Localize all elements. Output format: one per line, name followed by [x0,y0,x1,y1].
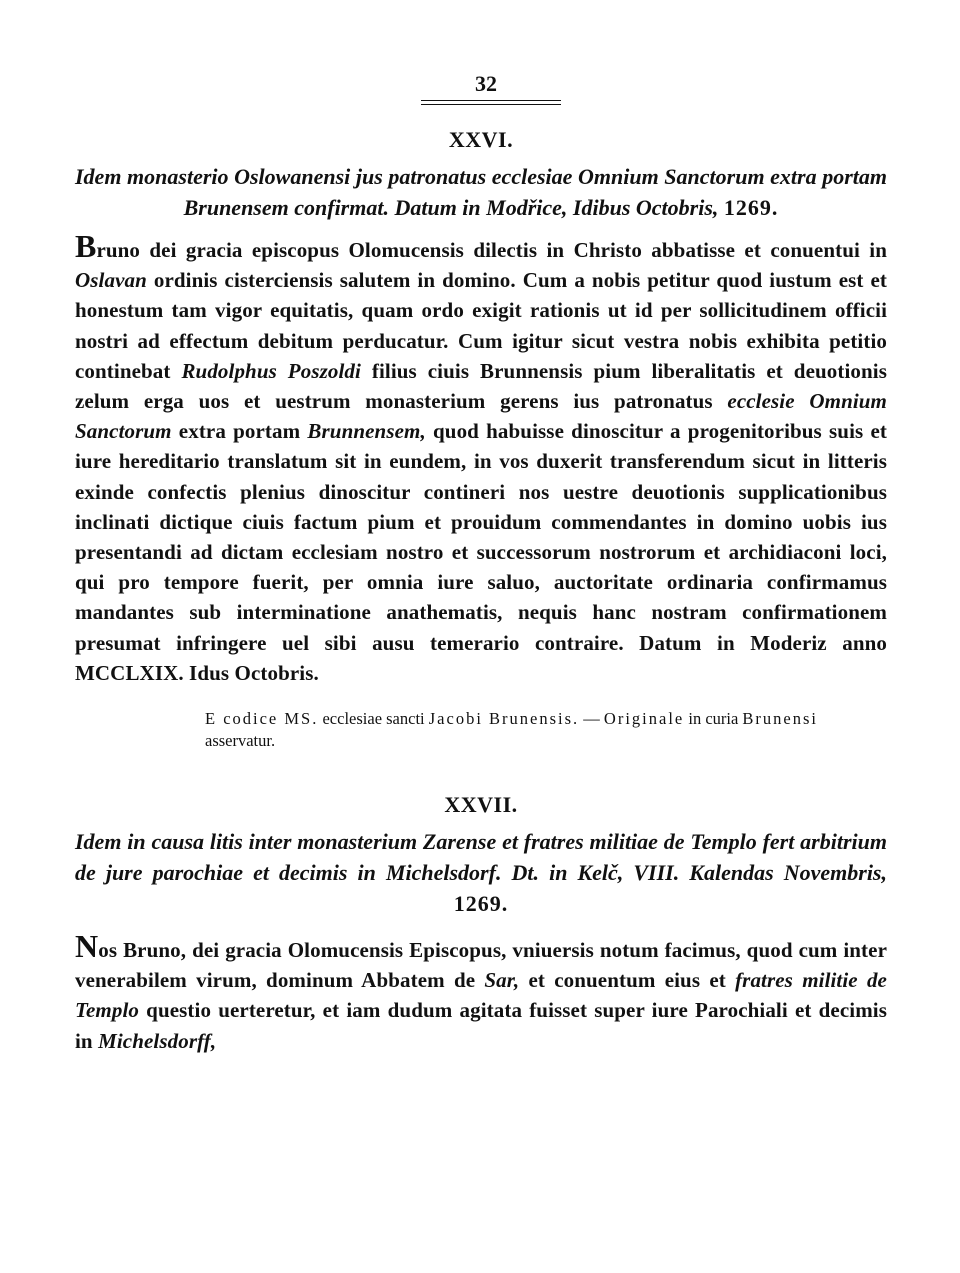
text-segment: ordinis cisterciensis salutem in domino. Cum a nobis petitur quod iustum est et honestum tam vigor equitatis, quam ordo exigit rationis ut id per sollicitudinem officii nostri ad effectum debitum perducatur. Cum igitur sicut vestra nobis exhibita petitio continebat [75,268,887,383]
page-number: 32 [475,71,497,96]
text-segment: runo dei gracia episcopus Olomucensis dilectis in Christo abbatisse et conuentui in [96,238,887,262]
summary-text: Idem in causa litis inter monasterium Zarense et fratres militiae de Templo fert arbitrium de jure parochiae et decimis in Michelsdorf. Dt. in Kelč, VIII. Kalendas Novembris, [75,829,887,886]
source-part: — [579,709,604,729]
document-text [75,228,887,688]
drop-cap: B [75,228,97,264]
text-segment: quod habuisse dinoscitur a progenitoribus suis et iure hereditario translatum sit in eundem, in vos duxerit transferendum sicut in litteris exinde confectis plenius dinoscitur contineri nos uestre deuotionis supplicationibus inclinati dictique ciuis factum pium et prouidum commendantes in domino uobis ius presentandi ad dictam ecclesiam nostro et successorum nostrorum et archidiaconi loci, qui pro tempore fuerit, per omnia iure saluo, auctoritate ordinaria confirmamus mandantes sub interminatione anathematis, nequis hanc nostram confirmationem presumat infringere uel sibi ausu temerario contraire. Datum in Moderiz anno MCCLXIX. Idus Octobris. [75,419,887,685]
text-segment: os Bruno, dei gracia Olomucensis Episcopus, vniuersis notum facimus, quod cum inter venerabilem virum, dominum Abbatem de [75,938,887,993]
source-part: Originale [603,709,685,729]
italic-name: ecclesie Omnium Sanctorum [75,389,887,444]
source-note [75,708,887,752]
document-number: XXVII. [444,792,518,818]
italic-name: Michelsdorff, [98,1028,217,1053]
text-segment: questio uerteretur, et iam dudum agitata fuisset super iure Parochiali et decimis in [75,998,887,1053]
document-section-1 [75,125,887,752]
summary-year: 1269. [453,891,509,917]
summary-year: 1269. [723,195,779,220]
source-part: ecclesiae sancti [318,709,429,729]
document-summary [75,161,887,223]
document-page [75,70,887,1056]
italic-name: Oslavan [75,268,147,293]
header-rule [421,100,561,105]
text-segment: filius ciuis Brunnensis pium liberalitatis et deuotionis zelum erga uos et uestrum monasterium gerens ius patronatus [75,358,887,414]
source-part: in curia [684,709,743,729]
drop-cap: N [75,928,99,965]
summary-text: Idem monasterio Oslowanensi jus patronatus ecclesiae Omnium Sanctorum extra portam Brunensem confirmat. Datum in Modřice, Idibus Octobris, [75,164,887,220]
italic-name: Sar, [484,968,520,993]
italic-name: fratres militie de Templo [75,968,887,1023]
source-part: asservatur. [205,731,276,751]
document-text [75,928,887,1056]
document-number: XXVI. [448,127,514,152]
source-part: E codice MS. [205,709,319,729]
italic-name: Rudolphus Poszoldi [181,358,361,383]
source-part: Brunensi [742,709,819,729]
text-segment: et conuentum eius et [519,968,736,993]
document-summary [75,826,887,919]
document-section-2 [75,790,887,1056]
source-part: Jacobi Brunensis. [428,709,580,729]
italic-name: Brunnensem, [307,419,426,444]
text-segment: extra portam [171,419,308,444]
